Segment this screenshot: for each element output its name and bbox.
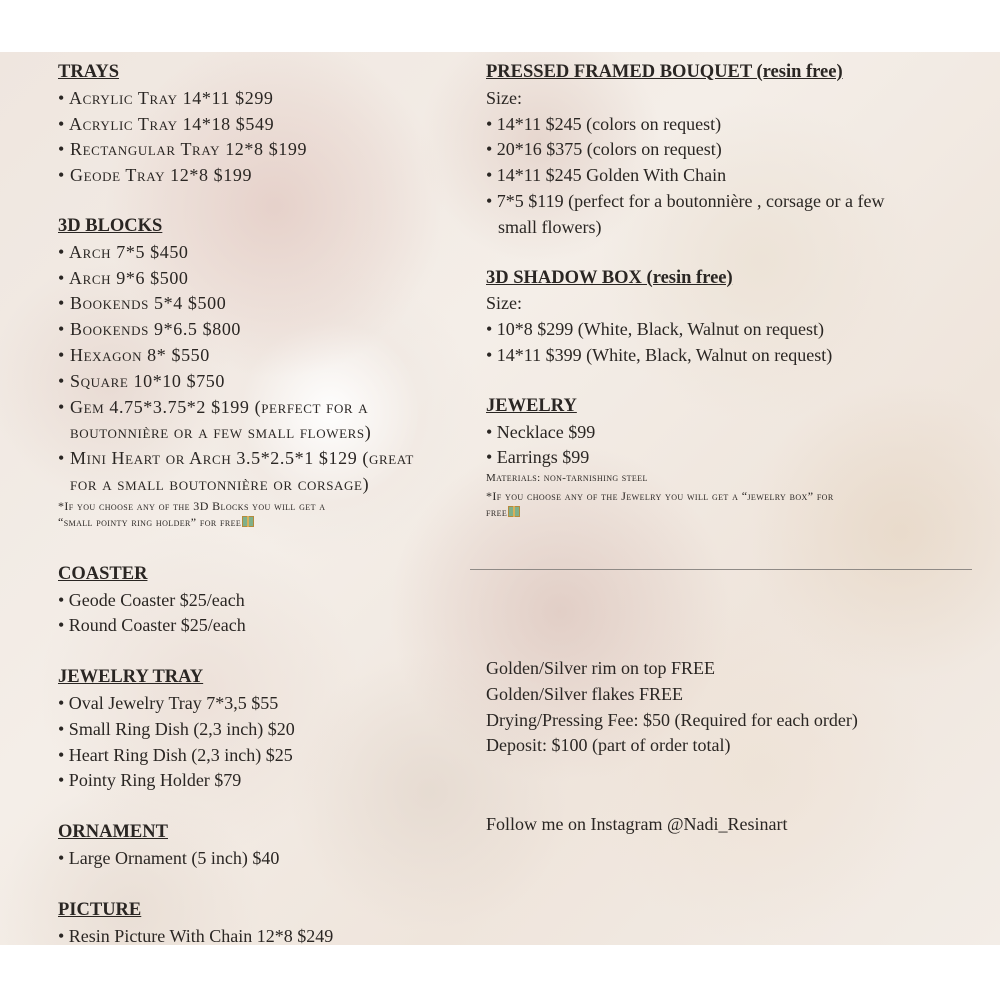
list-item-cont: small flowers)	[498, 216, 602, 237]
instagram-follow-text: Follow me on Instagram @Nadi_Resinart	[486, 814, 788, 834]
list-item: • 14*11 $399 (White, Black, Walnut on request)	[486, 344, 833, 365]
ornament-heading: ORNAMENT	[58, 822, 168, 843]
pressed-bouquet-heading: PRESSED FRAMED BOUQUET (resin free)	[486, 62, 843, 82]
list-item: • Geode Coaster $25/each	[58, 589, 245, 610]
list-item: • Oval Jewelry Tray 7*3,5 $55	[58, 692, 279, 713]
list-item: • Round Coaster $25/each	[58, 615, 246, 636]
jewelry-tray-heading: JEWELRY TRAY	[58, 667, 204, 688]
jewelry-heading: JEWELRY	[486, 395, 577, 416]
list-item: • Necklace $99	[486, 421, 596, 442]
list-item: • 14*11 $245 Golden With Chain	[486, 165, 727, 186]
gift-box-icon	[508, 506, 520, 517]
list-item: • Resin Picture With Chain 12*8 $249	[58, 925, 334, 945]
note-text: free	[486, 505, 508, 520]
gift-box-icon	[242, 516, 254, 527]
trays-heading: TRAYS	[58, 62, 120, 82]
shadow-box-heading: 3D SHADOW BOX (resin free)	[486, 267, 733, 288]
materials-note: Materials: non-tarnishing steel	[486, 472, 648, 485]
extra-line: Deposit: $100 (part of order total)	[486, 735, 731, 756]
coaster-heading: COASTER	[58, 563, 148, 584]
list-item-mini-heart: • Mini Heart or Arch 3.5*2.5*1 $129 (great	[58, 448, 414, 469]
note-text: “small pointy ring holder” for free	[58, 514, 242, 529]
extras-block	[486, 656, 976, 759]
size-label: Size:	[486, 87, 522, 108]
list-item: • Large Ornament (5 inch) $40	[58, 847, 280, 868]
section-divider	[470, 569, 972, 570]
size-label: Size:	[486, 293, 522, 314]
extra-line: Golden/Silver rim on top FREE	[486, 658, 715, 678]
list-item: • Bookends 9*6.5 $800	[58, 319, 242, 340]
right-column	[486, 60, 976, 520]
price-list-sheet	[0, 52, 1000, 945]
list-item: • Arch 7*5 $450	[58, 241, 189, 262]
3d-blocks-note: *If you choose any of the 3D Blocks you will get a	[58, 498, 326, 513]
extra-line: Drying/Pressing Fee: $50 (Required for each order)	[486, 709, 858, 730]
list-item: • Heart Ring Dish (2,3 inch) $25	[58, 744, 293, 765]
list-item: • 7*5 $119 (perfect for a boutonnière , corsage or a few	[486, 190, 885, 211]
list-item: • Hexagon 8* $550	[58, 344, 210, 365]
list-item-gem-cont: boutonnière or a few small flowers)	[70, 422, 372, 443]
list-item: • Pointy Ring Holder $79	[58, 770, 242, 791]
follow-block	[486, 812, 976, 838]
picture-heading: PICTURE	[58, 899, 142, 920]
list-item: • Earrings $99	[486, 447, 590, 468]
jewelry-note-cont	[486, 504, 976, 520]
list-item: • Acrylic Tray 14*11 $299	[58, 87, 274, 108]
list-item: • 10*8 $299 (White, Black, Walnut on request)	[486, 319, 824, 340]
list-item: • Square 10*10 $750	[58, 370, 225, 391]
list-item-mini-heart-cont: for a small boutonnière or corsage)	[70, 473, 370, 494]
left-column	[58, 60, 470, 945]
list-item: • Rectangular Tray 12*8 $199	[58, 139, 308, 160]
list-item: • Geode Tray 12*8 $199	[58, 165, 253, 186]
list-item-gem: • Gem 4.75*3.75*2 $199 (perfect for a	[58, 396, 369, 417]
3d-blocks-note-cont	[58, 514, 470, 530]
list-item: • Bookends 5*4 $500	[58, 293, 227, 314]
list-item: • 20*16 $375 (colors on request)	[486, 139, 722, 160]
3d-blocks-heading: 3D BLOCKS	[58, 215, 163, 236]
list-item: • Small Ring Dish (2,3 inch) $20	[58, 718, 295, 739]
extra-line: Golden/Silver flakes FREE	[486, 683, 683, 704]
jewelry-note: *If you choose any of the Jewelry you will get a “jewelry box” for	[486, 489, 834, 504]
list-item: • Acrylic Tray 14*18 $549	[58, 113, 275, 134]
list-item: • 14*11 $245 (colors on request)	[486, 113, 722, 134]
list-item: • Arch 9*6 $500	[58, 267, 189, 288]
